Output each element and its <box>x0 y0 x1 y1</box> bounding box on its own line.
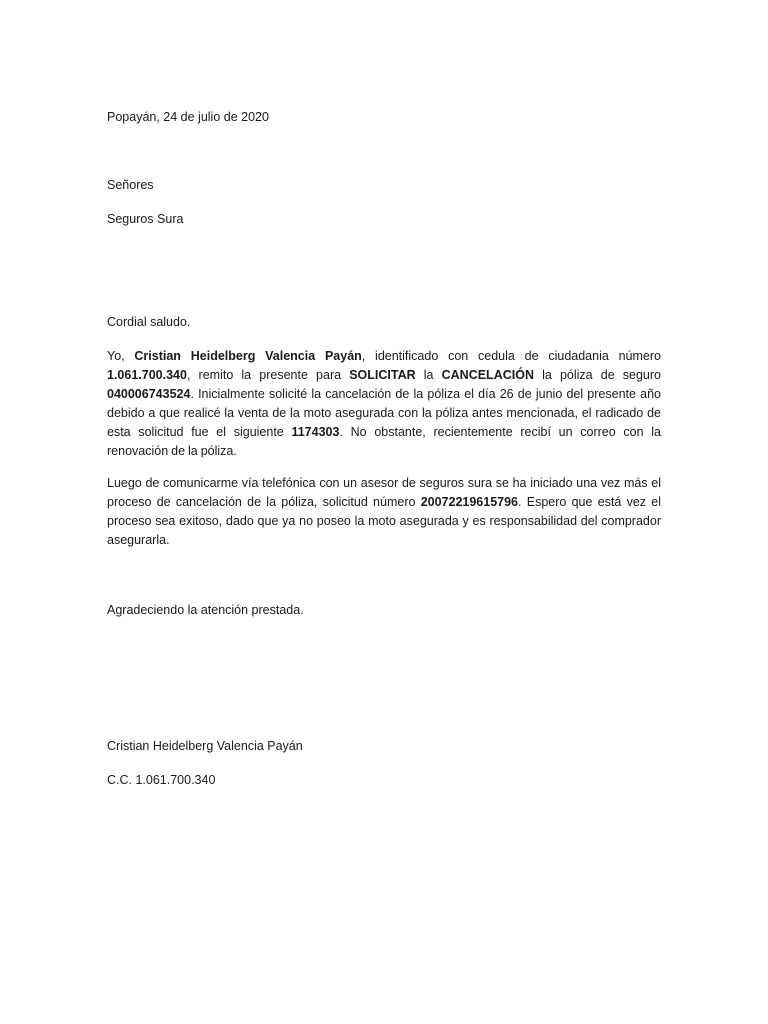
closing: Agradeciendo la atención prestada. <box>107 603 304 617</box>
solicitar-word: SOLICITAR <box>349 368 416 382</box>
p1-text-5: la póliza de seguro <box>533 368 661 382</box>
p2-text-1: Luego de comunicarme vía telefónica con un asesor de seguros sura se ha iniciado una vez más el proceso de cancelación de la póliza, solicitud número <box>107 476 661 509</box>
cancelacion-word: CANCELACIÓN <box>441 368 534 382</box>
recipient-company: Seguros Sura <box>107 212 184 226</box>
p1-text-4: la <box>415 368 442 382</box>
sender-name: Cristian Heidelberg Valencia Payán <box>134 349 362 363</box>
paragraph-1 <box>107 347 661 461</box>
p1-text-1: Yo, <box>107 349 135 363</box>
signature-id: C.C. 1.061.700.340 <box>107 773 216 787</box>
request-number: 20072219615796 <box>420 495 519 509</box>
greeting: Cordial saludo. <box>107 315 191 329</box>
p1-text-7: . No obstante, recientemente recibí un correo con la renovación de la póliza. <box>107 425 661 458</box>
recipient-title: Señores <box>107 178 154 192</box>
radicado-number: 1174303 <box>291 425 340 439</box>
p2-text-2: . Espero que está vez el proceso sea exitoso, dado que ya no poseo la moto asegurada y es responsabilidad del comprador asegurarla. <box>107 495 661 547</box>
p1-text-2: , identificado con cedula de ciudadania número <box>361 349 661 363</box>
signature-name: Cristian Heidelberg Valencia Payán <box>107 739 303 753</box>
policy-number: 040006743524 <box>107 387 191 401</box>
p1-text-6: . Inicialmente solicité la cancelación de la póliza el día 26 de junio del presente año debido a que realicé la venta de la moto asegurada con la póliza antes mencionada, el radicado de esta solicitud fue el siguiente <box>107 387 661 439</box>
p1-text-3: , remito la presente para <box>186 368 350 382</box>
id-number: 1.061.700.340 <box>107 368 187 382</box>
paragraph-2 <box>107 474 661 550</box>
letter-date: Popayán, 24 de julio de 2020 <box>107 110 269 124</box>
